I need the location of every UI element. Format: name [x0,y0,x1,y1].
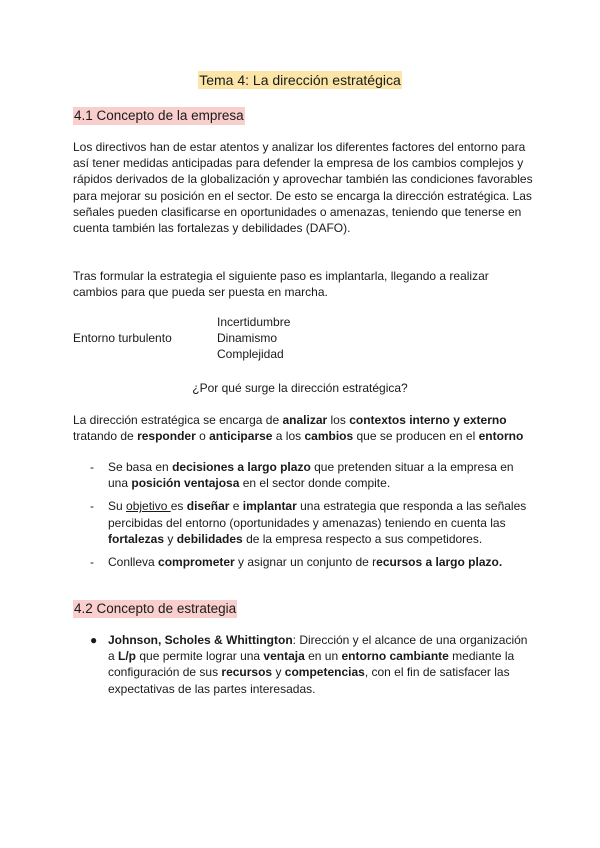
bold-term: analizar [282,413,328,427]
title-wrap [0,71,600,89]
definition-paragraph [73,412,533,444]
bold-term: contextos interno y externo [349,413,507,427]
list-item [90,498,530,547]
text-run: e [229,499,243,514]
text-run: que pretenden situar a la empresa en una [108,460,514,491]
text-run: de la empresa respecto a sus competidores. [242,531,483,546]
list-item [90,554,530,570]
entorno-factor: Complejidad [217,347,284,362]
bullet-list [90,632,530,697]
section-heading-concepto-estrategia: 4.2 Concepto de estrategia [74,601,237,616]
text-run: : Dirección y el alcance de una organización a [108,633,528,664]
text-run: tratando de [73,429,138,444]
bold-term: implantar [242,499,297,514]
bold-term: diseñar [186,499,230,514]
text-run: que permite lograr una [136,649,264,664]
text-run: , con el fin de satisfacer las expectativas de las partes interesadas. [108,665,510,696]
paragraph-implantar: Tras formular la estrategia el siguiente paso es implantarla, llegando a realizar cambios para que pueda ser puesta en marcha. [73,269,489,300]
dash-list [90,459,530,577]
text-run: es [170,499,187,514]
question-heading: ¿Por qué surge la dirección estratégica? [192,381,408,395]
entorno-turbulento-label: Entorno turbulento [73,331,172,345]
bullet-marker: ● [90,633,98,647]
section-heading-concepto-empresa: 4.1 Concepto de la empresa [74,108,244,123]
page-title: Tema 4: La dirección estratégica [199,72,401,88]
text-run: Se basa en [108,460,173,474]
underlined-term: objetivo [126,499,171,514]
text-run: Su [108,499,127,514]
list-item [90,632,530,697]
bold-term: ventaja [263,649,305,664]
text-run: en un [304,649,342,664]
entorno-factor: Dinamismo [217,331,278,346]
paragraph-directivos: Los directivos han de estar atentos y analizar los diferentes factores del entorno para así tener medidas anticipadas para defender la empresa de los cambios complejos y rápidos derivados de la globalización y aprovechar también las condiciones favorables para mejorar su posición en el sector. De esto se encarga la dirección estratégica. Las señales pueden clasificarse en oportunidades o amenazas, teniendo que tenerse en cuenta también las fortalezas y debilidades (DAFO). [73,140,533,236]
bold-term: recursos [221,665,273,680]
bold-term: comprometer [158,555,235,570]
bold-term: competencias [284,665,365,680]
text-run: una estrategia que responda a las señales percibidas del entorno (oportunidades y amenazas) teniendo en cuenta las [108,499,527,530]
dash-marker: - [90,460,94,474]
text-run: La dirección estratégica se encarga de [73,413,283,427]
bold-term: debilidades [176,531,243,546]
text-run: mediante la configuración de sus [108,649,515,680]
text-run: que se producen en el [353,429,479,444]
bold-term: entorno [478,429,524,444]
bold-term: posición ventajosa [131,476,240,491]
text-run: o [195,429,210,444]
text-run: a los [272,429,305,444]
entorno-factor: Incertidumbre [217,315,291,329]
text-run: Conlleva [108,555,159,570]
text-run: y [164,531,177,546]
bold-term: Johnson, Scholes & Whittington [108,633,293,647]
text-run: y asignar un conjunto de r [234,555,377,570]
text-run: en el sector donde compite. [239,476,391,491]
bold-term: entorno cambiante [341,649,449,664]
dash-marker: - [90,499,94,514]
list-item [90,459,530,491]
bold-term: decisiones a largo plazo [172,460,311,474]
bold-term: L/p [118,649,137,664]
bold-term: cambios [304,429,354,444]
entorno-factors-list [217,314,290,363]
bold-term: responder [137,429,196,444]
text-run: los [327,413,350,427]
bold-term: fortalezas [108,531,165,546]
dash-marker: - [90,555,94,570]
text-run: y [272,665,285,680]
bold-term: ecursos a largo plazo. [376,555,503,570]
bold-term: anticiparse [209,429,273,444]
